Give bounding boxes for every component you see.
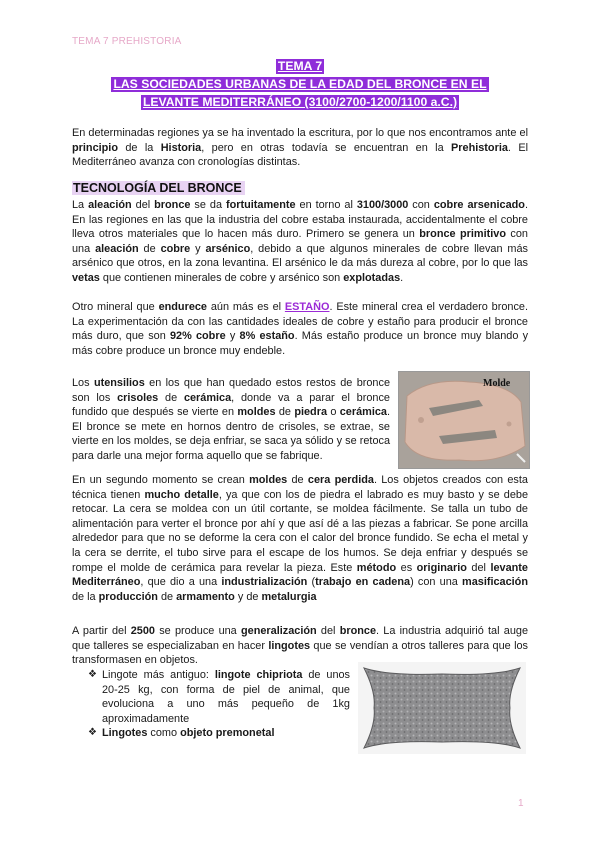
bold-text: lingote chipriota xyxy=(214,669,303,681)
text: y de xyxy=(234,590,262,603)
ingot-photo xyxy=(358,662,526,754)
stone-mold-photo xyxy=(398,371,530,469)
bold-text: bronce xyxy=(339,625,376,637)
text: que contienen minerales de cobre y arsénico son xyxy=(99,271,344,284)
bold-text: bronce primitivo xyxy=(419,228,506,241)
bold-text: 92% cobre xyxy=(169,330,226,343)
bold-text: 3100/3000 xyxy=(356,199,409,211)
bold-text: utensilios xyxy=(93,377,145,389)
bold-text: cerámica xyxy=(183,391,232,404)
text: se produce una xyxy=(154,625,241,637)
text: en los que han quedado estos restos de bronce son los xyxy=(72,377,390,404)
text: . El Mediterráneo avanza con cronologías distintas. xyxy=(72,141,528,169)
bullet-list xyxy=(88,668,350,741)
text: de xyxy=(275,406,295,419)
intro-paragraph xyxy=(72,126,528,170)
document-title xyxy=(72,57,528,111)
text: del xyxy=(131,199,155,211)
bold-text: industrialización xyxy=(221,576,308,589)
highlight-text: ESTAÑO xyxy=(284,301,330,313)
text: con xyxy=(408,199,434,211)
text: , debido a que algunos minerales de cobre llevan más arsénico que otros, en la zona levantina. El arsénico le da más dureza al cobre, por lo que las xyxy=(72,242,528,270)
text: , ya que con los de piedra el labrado es muy basto y se debe retocar. La cera se moldea con un útil cortante, se moldea fácilmente. Se talla un tubo de alimentación para verter el bronce por ahí y que así dé a las piezas a fabricar. Se pone arcilla alrededor para que no se deforme la cera con el calor del bronce fundido. Se echa el metal y la cera se derrite, el tubo sirve para el escape de los humos. Se deja enfriar y después se rompe el molde de cerámica para revelar la pieza. Este xyxy=(72,488,528,574)
text: . Este mineral crea el verdadero bronce. La experimentación da con las cantidades ideales de cobre y estaño para producir el bronce más duro, que son xyxy=(72,301,529,343)
diamond-bullet-icon: ❖ xyxy=(88,669,97,680)
text: y xyxy=(190,242,206,255)
text: se da xyxy=(190,199,226,211)
bold-text: Lingotes xyxy=(102,727,148,740)
text: es xyxy=(396,561,417,574)
bold-text: cobre xyxy=(160,242,191,255)
paragraph-tin xyxy=(72,300,528,358)
list-item xyxy=(88,668,350,726)
section-heading: TECNOLOGÍA DEL BRONCE xyxy=(72,181,245,195)
bold-text: Historia xyxy=(160,141,202,154)
text: de xyxy=(287,474,308,486)
text: En un segundo momento se crean xyxy=(72,474,250,486)
text: de la xyxy=(117,141,161,154)
text: , donde va a parar el bronce fundido que después se vierte en xyxy=(72,391,390,419)
text: . Más estaño produce un bronce muy blando y más cobre produce un bronce muy endeble. xyxy=(72,330,529,357)
bold-text: Prehistoria xyxy=(451,141,508,154)
text: de unos 20-25 kg, con forma de piel de animal, que evoluciona a uno más pequeño de 1kg aproximadamente xyxy=(102,669,351,725)
title-line-2: LAS SOCIEDADES URBANAS DE LA EDAD DEL BRONCE EN EL xyxy=(113,77,487,91)
text: Otro mineral que xyxy=(72,301,159,313)
text: del xyxy=(466,561,491,574)
bold-text: método xyxy=(356,561,397,574)
text: Los xyxy=(72,377,94,389)
bold-text: bronce xyxy=(154,199,191,211)
bold-text: producción xyxy=(98,590,158,603)
running-header: TEMA 7 PREHISTORIA xyxy=(72,36,182,47)
title-line-1: TEMA 7 xyxy=(277,59,323,73)
text: . El bronce se mete en hornos dentro de crisoles, se extrae, se vierte en los moldes, se deja enfriar, se saca ya sólido y se retoca para darle una mejor forma aquello que se fabrique. xyxy=(72,406,391,462)
list-item-text xyxy=(102,726,274,741)
text: aún más es el xyxy=(207,301,285,313)
text: como xyxy=(147,727,181,740)
text: . La industria adquirió tal auge que talleres se especializaban en hacer xyxy=(72,625,529,652)
bold-text: armamento xyxy=(176,590,235,603)
bold-text: generalización xyxy=(241,625,317,637)
bold-text: piedra xyxy=(294,406,327,419)
text: en torno al xyxy=(295,199,357,211)
title-line-3: LEVANTE MEDITERRÁNEO (3100/2700-1200/1100 a.C.) xyxy=(142,95,458,109)
bold-text: 2500 xyxy=(130,625,155,637)
bold-text: fortuitamente xyxy=(225,199,296,211)
bold-text: endurece xyxy=(158,301,207,313)
list-item-text xyxy=(102,668,350,726)
bold-text: originario xyxy=(416,561,467,574)
bold-text: objeto premonetal xyxy=(180,727,275,740)
paragraph-lost-wax xyxy=(72,473,528,604)
text: . Los objetos creados con esta técnica tienen xyxy=(72,474,528,501)
text: ) con una xyxy=(410,576,463,589)
text: Lingote más antiguo: xyxy=(102,669,215,681)
oxhide-ingot-illustration xyxy=(358,662,526,754)
bold-text: arsénico xyxy=(205,242,251,255)
mold-label: Molde xyxy=(483,378,511,389)
text: que se vendían a otros talleres para que los transformasen en objetos. xyxy=(72,639,528,667)
paragraph-alloy xyxy=(72,198,528,286)
bold-text: cobre arsenicado xyxy=(433,199,525,211)
bold-text: cerámica xyxy=(339,406,387,419)
text: de la xyxy=(72,590,99,603)
text: ( xyxy=(307,576,316,589)
text: , que dio a una xyxy=(140,576,222,589)
bold-text: aleación xyxy=(95,242,139,255)
text: A partir del xyxy=(72,625,131,637)
text: . xyxy=(400,271,404,284)
text: de xyxy=(157,590,177,603)
bold-text: moldes xyxy=(237,406,276,419)
text: La xyxy=(72,199,89,211)
bold-text: metalurgia xyxy=(261,590,317,603)
bold-text: principio xyxy=(72,141,118,154)
text: , pero en otras todavía se encuentran en la xyxy=(201,141,452,154)
bold-text: explotadas xyxy=(343,271,401,284)
text: o xyxy=(327,406,340,419)
text: de xyxy=(138,242,161,255)
text: de xyxy=(158,391,184,404)
bold-text: vetas xyxy=(72,271,100,284)
paragraph-crucibles xyxy=(72,376,390,464)
bold-text: trabajo en cadena xyxy=(315,576,411,589)
text: y xyxy=(225,330,240,343)
page-number: 1 xyxy=(518,798,524,809)
text: con una xyxy=(72,228,528,255)
bold-text: crisoles xyxy=(117,391,159,404)
bold-text: levante Mediterráneo xyxy=(72,561,528,589)
bold-text: masificación xyxy=(462,576,528,589)
bold-text: moldes xyxy=(249,474,288,486)
bold-text: aleación xyxy=(88,199,132,211)
bold-text: 8% estaño xyxy=(239,330,295,343)
list-item xyxy=(88,726,350,741)
text: del xyxy=(316,625,340,637)
diamond-bullet-icon: ❖ xyxy=(88,727,97,739)
bold-text: lingotes xyxy=(268,639,311,652)
bold-text: cera perdida xyxy=(307,474,374,486)
text: En determinadas regiones ya se ha inventado la escritura, por lo que nos encontramos ante el xyxy=(72,127,528,139)
bold-text: mucho detalle xyxy=(144,488,219,501)
text: . En las regiones en las que la industria del cobre estaba instaurada, accidentalmente el cobre lleva otros materiales que lo hacen más duro. Primero se genera un xyxy=(72,199,528,241)
